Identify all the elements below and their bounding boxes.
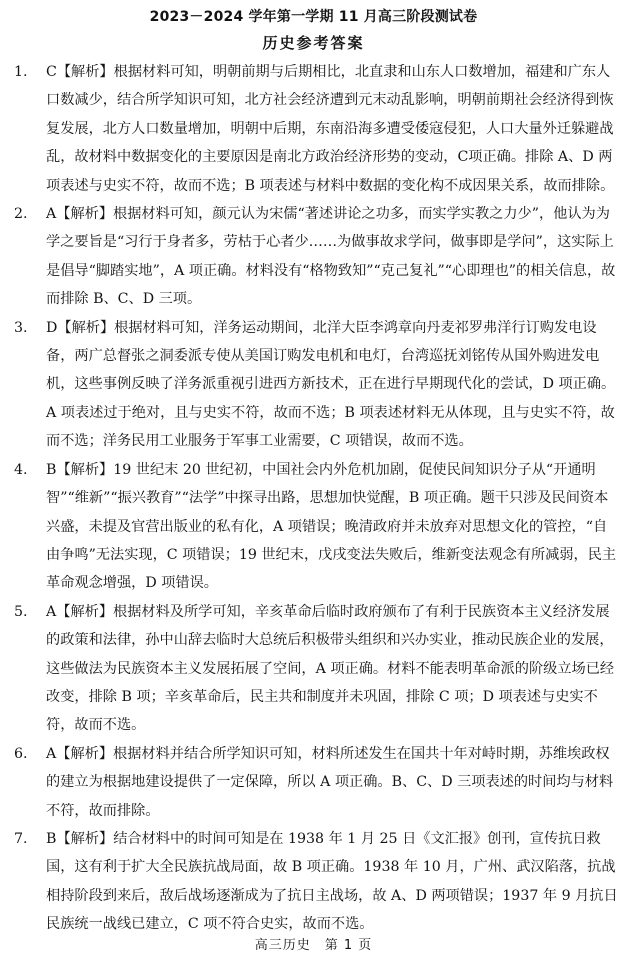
analysis-text: 根据材料及所学可知，辛亥革命后临时政府颁布了有利于民族资本主义经济发展的政策和法律，孙中山辞去临时大总统后积极带头组织和兴办实业，推动民族企业的发展，这些做法为民族资本主义发展拓展了空间，A 项正确。材料不能表明革命派的阶级立场已经改变，排除 B 项；辛亥革命后，民主共和制度并未巩固，排除 C 项；D 项表述与史实不符，故而不选。 <box>46 603 615 734</box>
item-answer: C <box>46 64 57 80</box>
item-number: 2. <box>14 206 28 223</box>
analysis-text: 根据材料可知，明朝前期与后期相比，北直隶和山东人口数增加，福建和广东人口数减少，结合所学知识可知，北方社会经济遭到元末动乱影响，明朝前期社会经济得到恢复发展，北方人口数量增加，明朝中后期，东南沿海多遭受倭寇侵犯，人口大量外迁躲避战乱，故材料中数据变化的主要原因是南北方政治经济形势的变动，C项正确。排除 A、D 两项表述与史实不符，故而不选；B 项表述与材料中数据的变化构不成因果关系，故而排除。 <box>46 64 615 194</box>
analysis-tag: 【解析】 <box>56 206 114 223</box>
item-answer: B <box>46 830 57 847</box>
answer-key-heading: 历史参考答案 <box>262 34 365 52</box>
item-number: 1. <box>14 64 28 80</box>
answer-item-3 <box>14 314 618 456</box>
item-number: 7. <box>14 830 28 847</box>
answer-item-4 <box>14 456 618 598</box>
page-footer: 高三历史 第 1 页 <box>254 938 373 953</box>
analysis-tag: 【解析】 <box>56 745 114 762</box>
answer-item-2 <box>14 200 618 314</box>
item-number: 3. <box>14 319 28 336</box>
answer-item-5 <box>14 598 618 740</box>
item-answer: D <box>46 319 58 336</box>
answer-list <box>14 58 618 939</box>
answer-item-7 <box>14 825 618 939</box>
item-answer: A <box>46 206 57 223</box>
analysis-text: 结合材料中的时间可知是在 1938 年 1 月 25 日《文汇报》创刊，宣传抗日救国，这有利于扩大全民族抗战局面，故 B 项正确。1938 年 10 月，广州、武汉陷落，抗战相持阶段到来后，敌后战场逐渐成为了抗日主战场，故 A、D 两项错误；1937 年 9 月抗日民族统一战线已建立，C 项不符合史实，故而不选。 <box>46 830 618 933</box>
item-number: 5. <box>14 603 28 620</box>
analysis-tag: 【解析】 <box>56 603 114 620</box>
analysis-tag: 【解析】 <box>56 830 114 847</box>
analysis-text: 根据材料可知，颜元认为宋儒“著述讲论之功多，而实学实教之力少”，他认为为学之要旨是“习行于身者多，劳枯于心者少……为做事故求学问，做事即是学问”，这实际上是倡导“脚踏实地”，A 项正确。材料没有“格物致知”“克己复礼”“心即理也”的相关信息，故而排除 B、C、D 三项。 <box>46 206 616 308</box>
answer-item-6 <box>14 740 618 825</box>
analysis-tag: 【解析】 <box>56 64 114 80</box>
analysis-text: 19 世纪末 20 世纪初，中国社会内外危机加剧，促使民间知识分子从“开通明智”“维新”“振兴教育”“法学”中探寻出路，思想加快觉醒，B 项正确。题干只涉及民间资本兴盛，未提及官营出版业的私有化，A 项错误；晚清政府并未放弃对思想文化的管控，“自由争鸣”无法实现，C 项错误；19 世纪末，戊戌变法失败后，维新变法观念有所减弱，民主革命观念增强，D 项错误。 <box>46 461 617 592</box>
analysis-tag: 【解析】 <box>57 319 115 336</box>
item-number: 6. <box>14 745 28 762</box>
item-answer: A <box>46 745 57 762</box>
analysis-tag: 【解析】 <box>56 461 114 478</box>
analysis-text: 根据材料并结合所学知识可知，材料所述发生在国共十年对峙时期，苏维埃政权的建立为根据地建设提供了一定保障，所以 A 项正确。B、C、D 三项表述的时间均与材料不符，故而排除。 <box>46 745 614 819</box>
exam-title: 2023－2024 学年第一学期 11 月高三阶段测试卷 <box>149 9 478 25</box>
item-number: 4. <box>14 461 28 478</box>
item-answer: A <box>46 603 57 620</box>
answer-item-1 <box>14 58 618 200</box>
item-answer: B <box>46 461 57 478</box>
analysis-text: 根据材料可知，洋务运动期间，北洋大臣李鸿章向丹麦祁罗弗洋行订购发电设备，两广总督张之洞委派专使从美国订购发电机和电灯，台湾巡抚刘铭传从国外购进发电机，这些事例反映了洋务派重视引进西方新技术，正在进行早期现代化的尝试，D 项正确。A 项表述过于绝对，且与史实不符，故而不选；B 项表述材料无从体现，且与史实不符，故而不选；洋务民用工业服务于军事工业需要，C 项错误，故而不选。 <box>46 319 616 450</box>
